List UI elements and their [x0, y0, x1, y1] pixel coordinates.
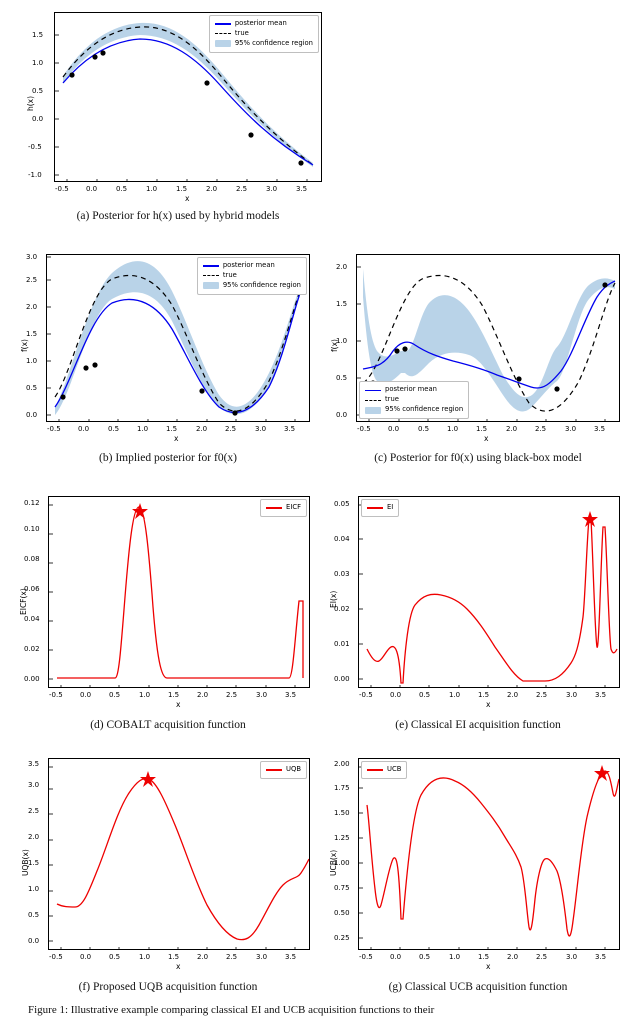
- xtick: 2.5: [536, 691, 548, 699]
- legend-label: 95% confidence region: [234, 38, 313, 47]
- panel-g: [330, 752, 626, 1002]
- xtick: -0.5: [49, 691, 63, 699]
- ytick: 1.0: [28, 885, 40, 893]
- panel-f-ylabel: UQB(x): [21, 849, 30, 876]
- xtick: 3.0: [566, 691, 578, 699]
- panel-e-ylabel: EI(x): [329, 590, 338, 608]
- panel-d-legend: [260, 499, 307, 517]
- xtick: 2.5: [536, 953, 548, 961]
- xtick: 3.5: [284, 425, 296, 433]
- observation-point: [402, 346, 407, 351]
- acquisition-curve: [367, 519, 617, 683]
- legend-label: true: [385, 395, 399, 404]
- panel-b: [20, 248, 316, 464]
- xtick: 3.5: [285, 691, 297, 699]
- legend-label: EI: [387, 503, 394, 511]
- legend-label: true: [222, 270, 237, 279]
- panel-f-plot: [20, 752, 316, 971]
- legend-line-icon: [367, 766, 383, 773]
- observation-point: [92, 54, 97, 59]
- xtick: 3.0: [565, 425, 577, 433]
- legend-item: [365, 395, 463, 405]
- xtick: 0.0: [390, 691, 402, 699]
- xtick: 0.0: [80, 953, 92, 961]
- panel-a: [26, 6, 328, 222]
- ytick: 0.5: [32, 87, 44, 95]
- caption-text: Proposed UQB acquisition function: [92, 981, 258, 993]
- xtick: 2.0: [206, 185, 218, 193]
- caption-prefix: (c): [374, 452, 387, 464]
- ytick: 3.0: [26, 253, 38, 261]
- ytick: 0.00: [334, 675, 350, 683]
- panel-f-xlabel: x: [176, 962, 181, 971]
- legend-label: UCB: [387, 765, 402, 773]
- caption-prefix: (d): [90, 719, 104, 731]
- panel-c-plot: [330, 248, 626, 443]
- caption-prefix: (e): [395, 719, 409, 731]
- panel-c-ylabel: f(x): [330, 339, 339, 352]
- legend-item: [215, 29, 313, 39]
- ytick: 0.0: [336, 411, 348, 419]
- xtick: 2.0: [196, 425, 208, 433]
- xtick: 1.0: [146, 185, 158, 193]
- ytick: 0.50: [334, 909, 350, 917]
- xtick: -0.5: [359, 691, 373, 699]
- ytick: -0.5: [28, 143, 42, 151]
- panel-c: [330, 248, 626, 464]
- observation-point: [394, 348, 399, 353]
- legend-item: [203, 261, 301, 271]
- xtick: 0.0: [390, 953, 402, 961]
- ytick: 1.5: [26, 330, 38, 338]
- panel-a-caption: [28, 210, 328, 224]
- observation-point: [199, 388, 204, 393]
- panel-e-caption: [330, 719, 626, 733]
- ytick: 1.0: [32, 59, 44, 67]
- panel-b-xlabel: x: [174, 434, 179, 443]
- panel-d-xlabel: x: [176, 700, 181, 709]
- posterior-mean-curve: [55, 285, 303, 412]
- panel-g-xlabel: x: [486, 962, 491, 971]
- panel-d-axes: [48, 496, 310, 688]
- panel-f: [20, 752, 316, 1002]
- ytick: 0.05: [334, 500, 350, 508]
- panel-b-legend: [197, 257, 307, 295]
- ytick: 2.0: [28, 833, 40, 841]
- xtick: 1.5: [168, 953, 180, 961]
- legend-band-icon: [203, 282, 219, 289]
- xtick: 0.5: [108, 425, 120, 433]
- xtick: 0.5: [419, 953, 431, 961]
- caption-text: Implied posterior for f0(x): [115, 452, 237, 464]
- xtick: 3.0: [255, 425, 267, 433]
- legend-label: posterior mean: [385, 385, 437, 394]
- xtick: 2.0: [197, 953, 209, 961]
- ytick: 0.03: [334, 570, 350, 578]
- ytick: 0.00: [24, 675, 40, 683]
- legend-item: [367, 765, 401, 775]
- ytick: 1.5: [336, 300, 348, 308]
- legend-label: 95% confidence region: [222, 280, 301, 289]
- legend-label: EICF: [286, 503, 301, 511]
- panel-c-axes: [356, 254, 620, 422]
- panel-g-axes: [358, 758, 620, 950]
- legend-dash-icon: [365, 397, 381, 404]
- panel-a-xlabel: x: [185, 194, 190, 203]
- observation-point: [100, 50, 105, 55]
- xtick: 1.5: [166, 425, 178, 433]
- panel-a-ylabel: h(x): [26, 95, 35, 111]
- ytick: 2.5: [28, 807, 40, 815]
- panel-d-plot: [19, 490, 316, 709]
- ytick: 0.5: [26, 384, 38, 392]
- caption-text: Posterior for h(x) used by hybrid models: [92, 210, 280, 222]
- ytick: 0.10: [24, 525, 40, 533]
- caption-text: COBALT acquisition function: [106, 719, 246, 731]
- ytick: 1.25: [334, 834, 350, 842]
- xtick: -0.5: [359, 953, 373, 961]
- ytick: 0.0: [26, 411, 38, 419]
- caption-text: Classical EI acquisition function: [410, 719, 561, 731]
- panel-d: [20, 490, 316, 740]
- ytick: 1.0: [336, 337, 348, 345]
- legend-label: posterior mean: [234, 19, 287, 27]
- xtick: 1.5: [476, 425, 488, 433]
- xtick: 1.0: [449, 953, 461, 961]
- xtick: 2.0: [507, 953, 519, 961]
- panel-g-plot: [329, 752, 626, 971]
- ytick: 0.08: [24, 555, 40, 563]
- panel-b-axes: [46, 254, 310, 422]
- xtick: 2.0: [507, 691, 519, 699]
- max-marker-star: [582, 511, 598, 527]
- xtick: -0.5: [357, 425, 371, 433]
- observation-point: [298, 160, 303, 165]
- ytick: 0.06: [24, 585, 40, 593]
- xtick: 3.5: [595, 953, 607, 961]
- xtick: 0.5: [109, 691, 121, 699]
- ytick: -1.0: [28, 171, 42, 179]
- observation-point: [92, 362, 97, 367]
- legend-label: posterior mean: [222, 261, 275, 269]
- observation-point: [60, 394, 65, 399]
- legend-band-icon: [365, 407, 381, 414]
- legend-line-icon: [266, 766, 282, 773]
- xtick: 2.5: [226, 953, 238, 961]
- panel-c-legend: [359, 381, 469, 419]
- panel-c-xlabel: x: [484, 434, 489, 443]
- observation-point: [248, 132, 253, 137]
- legend-item: [365, 385, 463, 395]
- ytick: 0.02: [24, 645, 40, 653]
- observation-point: [602, 282, 607, 287]
- legend-line-icon: [203, 262, 219, 269]
- xtick: -0.5: [47, 425, 61, 433]
- ytick: 1.5: [28, 859, 40, 867]
- xtick: 3.0: [266, 185, 278, 193]
- observation-point: [232, 410, 237, 415]
- legend-item: [266, 765, 301, 775]
- xtick: 2.0: [506, 425, 518, 433]
- ytick: 0.12: [24, 499, 40, 507]
- panel-f-caption: [20, 981, 316, 995]
- legend-dash-icon: [203, 272, 219, 279]
- panel-b-plot: [20, 248, 316, 443]
- panel-g-legend: [361, 761, 407, 779]
- xtick: 0.0: [78, 425, 90, 433]
- ytick: 0.25: [334, 934, 350, 942]
- ytick: 0.02: [334, 605, 350, 613]
- xtick: 2.0: [197, 691, 209, 699]
- panel-a-legend: [209, 15, 319, 53]
- xtick: 2.5: [236, 185, 248, 193]
- legend-item: [367, 503, 393, 513]
- ytick: 2.5: [26, 276, 38, 284]
- panel-f-legend: [260, 761, 307, 779]
- legend-label: 95% confidence region: [385, 405, 464, 414]
- legend-item: [203, 281, 301, 291]
- xtick: 3.5: [285, 953, 297, 961]
- acquisition-curve: [367, 771, 619, 936]
- xtick: 1.5: [478, 691, 490, 699]
- panel-d-caption: [20, 719, 316, 733]
- xtick: 2.5: [535, 425, 547, 433]
- xtick: 1.5: [168, 691, 180, 699]
- legend-label: UQB: [286, 765, 301, 773]
- caption-prefix: (a): [76, 210, 90, 222]
- xtick: 1.5: [478, 953, 490, 961]
- xtick: 0.0: [86, 185, 98, 193]
- legend-line-icon: [215, 20, 231, 27]
- panel-d-ylabel: EICF(x): [19, 588, 28, 615]
- ytick: 3.5: [28, 760, 40, 768]
- ytick: 2.00: [334, 760, 350, 768]
- observation-point: [516, 376, 521, 381]
- panel-g-caption: [330, 981, 626, 995]
- xtick: 2.5: [225, 425, 237, 433]
- legend-dash-icon: [215, 30, 231, 37]
- panel-b-ylabel: f(x): [20, 339, 29, 352]
- caption-prefix: (g): [388, 981, 402, 993]
- ytick: 1.00: [334, 859, 350, 867]
- legend-item: [203, 271, 301, 281]
- legend-line-icon: [266, 504, 282, 511]
- panel-e-legend: [361, 499, 399, 517]
- xtick: 1.0: [447, 425, 459, 433]
- xtick: 3.5: [594, 425, 606, 433]
- ytick: 0.0: [32, 115, 44, 123]
- panel-e-axes: [358, 496, 620, 688]
- xtick: 0.5: [418, 425, 430, 433]
- panel-a-plot: [26, 6, 328, 203]
- caption-prefix: (b): [99, 452, 113, 464]
- legend-line-icon: [367, 504, 383, 511]
- ytick: 0.75: [334, 884, 350, 892]
- ytick: 0.0: [28, 937, 40, 945]
- ytick: 1.75: [334, 784, 350, 792]
- observation-point: [83, 365, 88, 370]
- legend-item: [215, 19, 313, 29]
- legend-item: [365, 405, 463, 415]
- ytick: 3.0: [28, 781, 40, 789]
- xtick: 0.0: [388, 425, 400, 433]
- panel-e-plot: [329, 490, 626, 709]
- observation-point: [204, 80, 209, 85]
- xtick: 0.0: [80, 691, 92, 699]
- figure-caption: Figure 1: Illustrative example comparing classical EI and UCB acquisition functions to their: [28, 1004, 435, 1016]
- observation-point: [554, 386, 559, 391]
- ytick: 1.5: [32, 31, 44, 39]
- xtick: 1.0: [137, 425, 149, 433]
- xtick: 1.0: [139, 953, 151, 961]
- ytick: 2.0: [26, 303, 38, 311]
- xtick: 3.0: [256, 691, 268, 699]
- panel-e: [330, 490, 626, 740]
- legend-band-icon: [215, 40, 231, 47]
- panel-f-axes: [48, 758, 310, 950]
- acquisition-curve: [57, 507, 303, 678]
- ytick: 0.01: [334, 640, 350, 648]
- xtick: 3.0: [256, 953, 268, 961]
- caption-text: Classical UCB acquisition function: [404, 981, 568, 993]
- ytick: 0.04: [24, 615, 40, 623]
- caption-prefix: (f): [78, 981, 91, 993]
- xtick: 1.0: [139, 691, 151, 699]
- legend-item: [215, 39, 313, 49]
- panel-c-caption: [330, 452, 626, 466]
- xtick: 0.5: [116, 185, 128, 193]
- legend-label: true: [234, 28, 249, 37]
- xtick: 1.0: [449, 691, 461, 699]
- xtick: 0.5: [419, 691, 431, 699]
- ytick: 2.0: [336, 263, 348, 271]
- ytick: 0.04: [334, 535, 350, 543]
- xtick: 3.0: [566, 953, 578, 961]
- panel-g-ylabel: UCB(x): [329, 849, 338, 876]
- panel-b-caption: [20, 452, 316, 466]
- panel-e-xlabel: x: [486, 700, 491, 709]
- xtick: 0.5: [109, 953, 121, 961]
- ytick: 1.0: [26, 357, 38, 365]
- ytick: 0.5: [28, 911, 40, 919]
- caption-text: Posterior for f0(x) using black-box model: [389, 452, 582, 464]
- xtick: -0.5: [55, 185, 69, 193]
- xtick: 1.5: [176, 185, 188, 193]
- posterior-mean-curve: [63, 39, 313, 165]
- legend-line-icon: [365, 387, 381, 394]
- observation-point: [69, 72, 74, 77]
- panel-a-axes: [54, 12, 322, 182]
- acquisition-curve: [57, 779, 309, 940]
- xtick: -0.5: [49, 953, 63, 961]
- xtick: 3.5: [296, 185, 308, 193]
- xtick: 2.5: [226, 691, 238, 699]
- ytick: 1.50: [334, 809, 350, 817]
- ytick: 0.5: [336, 374, 348, 382]
- legend-item: [266, 503, 301, 513]
- xtick: 3.5: [595, 691, 607, 699]
